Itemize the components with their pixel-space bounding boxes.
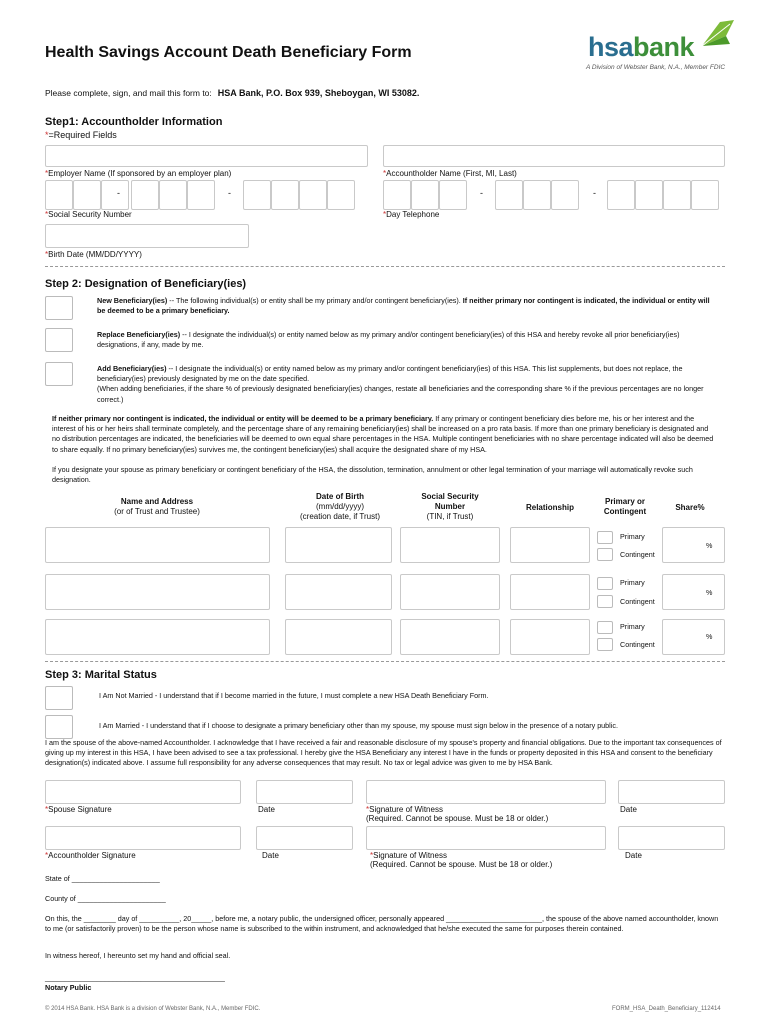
employer-name-input[interactable]: [45, 145, 368, 167]
col-dob-sub2: (creation date, if Trust): [299, 512, 381, 521]
col-pc-title2: Contingent: [603, 507, 647, 516]
share-percent-input[interactable]: [662, 619, 725, 655]
required-note-text: =Required Fields: [48, 130, 117, 140]
required-note: *=Required Fields: [45, 130, 117, 140]
contingent-checkbox[interactable]: [597, 548, 613, 561]
col-relationship: Relationship: [525, 503, 574, 512]
primary-label: Primary: [620, 622, 645, 631]
col-ssn: [395, 492, 505, 522]
primary-checkbox[interactable]: [597, 621, 613, 634]
col-name-address-title: Name and Address: [120, 497, 194, 506]
ssn-digit-1[interactable]: [45, 180, 73, 210]
new-beneficiary-checkbox[interactable]: [45, 296, 73, 320]
beneficiary-name-input[interactable]: [45, 527, 270, 563]
percent-sign: %: [706, 588, 713, 597]
ssn-digit-8[interactable]: [271, 180, 299, 210]
county-of-line: County of ______________________: [45, 894, 166, 903]
beneficiary-rules-bold: If neither primary nor contingent is indicated, the individual or entity will be deemed to be a primary beneficiary.: [52, 414, 434, 423]
phone-digit-4[interactable]: [495, 180, 523, 210]
accountholder-date-input[interactable]: [256, 826, 353, 850]
phone-digit-7[interactable]: [607, 180, 635, 210]
beneficiary-name-input[interactable]: [45, 574, 270, 610]
new-beneficiary-text: [97, 296, 717, 316]
form-title: Health Savings Account Death Beneficiary Form: [45, 44, 412, 61]
col-name-address-sub: (or of Trust and Trustee): [114, 507, 200, 516]
step3-title: Step 3: Marital Status: [45, 669, 157, 681]
witness-signature-input[interactable]: [366, 780, 606, 804]
col-primary-contingent: [590, 497, 660, 517]
phone-label-text: Day Telephone: [386, 210, 440, 219]
beneficiary-ssn-input[interactable]: [400, 527, 500, 563]
notary-public-label: Notary Public: [45, 983, 92, 992]
mail-instructions: [45, 88, 419, 98]
ssn-digit-5[interactable]: [159, 180, 187, 210]
percent-sign: %: [706, 632, 713, 641]
beneficiary-dob-input[interactable]: [285, 619, 392, 655]
ssn-digit-7[interactable]: [243, 180, 271, 210]
spouse-signature-input[interactable]: [45, 780, 241, 804]
new-beneficiary-head: New Beneficiary(ies): [97, 296, 168, 305]
ssn-digit-10[interactable]: [327, 180, 355, 210]
col-name-address: [92, 497, 222, 517]
accountholder-signature-label: *Accountholder Signature: [45, 851, 136, 860]
phone-digit-5[interactable]: [523, 180, 551, 210]
primary-label: Primary: [620, 578, 645, 587]
logo-word-hsa: hsa: [588, 32, 634, 62]
phone-digit-1[interactable]: [383, 180, 411, 210]
not-married-text: I Am Not Married - I understand that if I become married in the future, I must complete a new HSA Death Beneficiary Form.: [99, 691, 489, 700]
percent-sign: %: [706, 541, 713, 550]
contingent-label: Contingent: [620, 597, 655, 606]
step1-title: Step1: Accountholder Information: [45, 116, 223, 128]
accountholder-name-label-text: Accountholder Name (First, MI, Last): [386, 169, 517, 178]
spouse-signature-label-text: Spouse Signature: [48, 805, 112, 814]
replace-beneficiary-body: -- I designate the individual(s) or entity named below as my primary and/or contingent beneficiary(ies) of this HSA and hereby revoke all prior beneficiary(ies) designations, if any, made by me.: [97, 330, 680, 350]
witness2-date-input[interactable]: [618, 826, 725, 850]
hsa-bank-logo: [586, 18, 736, 78]
notary-signature-line: _____________________________________________: [45, 973, 225, 982]
mail-text: Please complete, sign, and mail this form to:: [45, 88, 212, 98]
col-dob: [280, 492, 400, 522]
col-pc-title: Primary or: [604, 497, 646, 506]
accountholder-signature-input[interactable]: [45, 826, 241, 850]
beneficiary-dob-input[interactable]: [285, 527, 392, 563]
spouse-signature-label: *Spouse Signature: [45, 805, 112, 814]
witness-signature-label-text: Signature of Witness: [369, 805, 443, 814]
footer-form-id: FORM_HSA_Death_Beneficiary_112414: [612, 1006, 721, 1012]
accountholder-date-label: Date: [262, 851, 279, 860]
primary-label: Primary: [620, 532, 645, 541]
share-percent-input[interactable]: [662, 527, 725, 563]
ssn-hyphen-1: -: [117, 188, 120, 198]
beneficiary-ssn-input[interactable]: [400, 574, 500, 610]
logo-tagline: A Division of Webster Bank, N.A., Member FDIC: [586, 64, 726, 71]
step2-title: Step 2: Designation of Beneficiary(ies): [45, 278, 247, 290]
ssn-digit-9[interactable]: [299, 180, 327, 210]
phone-hyphen-2: -: [593, 188, 596, 198]
accountholder-signature-label-text: Accountholder Signature: [48, 851, 136, 860]
beneficiary-relationship-input[interactable]: [510, 574, 590, 610]
phone-digit-3[interactable]: [439, 180, 467, 210]
share-percent-input[interactable]: [662, 574, 725, 610]
ssn-digit-6[interactable]: [187, 180, 215, 210]
witness2-note: (Required. Cannot be spouse. Must be 18 or older.): [370, 860, 553, 869]
col-dob-sub1: (mm/dd/yyyy): [316, 502, 364, 511]
witness2-signature-label-text: Signature of Witness: [373, 851, 447, 860]
col-share: Share%: [675, 503, 705, 512]
section-divider: [45, 661, 725, 662]
footer-copyright: © 2014 HSA Bank. HSA Bank is a division of Webster Bank, N.A., Member FDIC.: [45, 1006, 261, 1012]
col-ssn-title2: Number: [434, 502, 466, 511]
primary-checkbox[interactable]: [597, 577, 613, 590]
witness-hand-text: In witness hereof, I hereunto set my hand and official seal.: [45, 951, 231, 960]
col-dob-title: Date of Birth: [316, 492, 364, 501]
employer-name-label-text: Employer Name (If sponsored by an employer plan): [48, 169, 232, 178]
ssn-digit-2[interactable]: [73, 180, 101, 210]
col-ssn-sub: (TIN, if Trust): [426, 512, 474, 521]
state-of-line: State of ______________________: [45, 874, 160, 883]
contingent-label: Contingent: [620, 640, 655, 649]
ssn-label: *Social Security Number: [45, 210, 132, 219]
phone-digit-8[interactable]: [635, 180, 663, 210]
primary-checkbox[interactable]: [597, 531, 613, 544]
witness-signature-label: *Signature of Witness (Required. Cannot be spouse. Must be 18 or older.): [366, 805, 549, 823]
witness-note: (Required. Cannot be spouse. Must be 18 or older.): [366, 814, 549, 823]
ssn-hyphen-2: -: [228, 188, 231, 198]
contingent-checkbox[interactable]: [597, 595, 613, 608]
beneficiary-name-input[interactable]: [45, 619, 270, 655]
phone-label: *Day Telephone: [383, 210, 440, 219]
birth-date-input[interactable]: [45, 224, 249, 248]
beneficiary-rules-body: If any primary or contingent beneficiary dies before me, his or her interest and the interest of his or her heirs shall terminate completely, and the percentage share of any remaining beneficiary(ies) shall be increased on a pro rata basis. If more than one primary beneficiary is designated and no distribution percentages are indicated, the beneficiaries will be deemed to own equal share percentages in the HSA. Multiple contingent beneficiaries with no share percentage indicated will also be deemed to share equally. If no primary beneficiary(ies) survives me, the contingent beneficiary(ies) shall acquire the designated share of my HSA.: [52, 414, 714, 454]
married-text: I Am Married - I understand that if I choose to designate a primary beneficiary other than my spouse, my spouse must sign below in the presence of a notary public.: [99, 721, 618, 730]
col-ssn-title: Social Security: [421, 492, 479, 501]
witness2-signature-input[interactable]: [366, 826, 606, 850]
logo-word-bank: bank: [633, 32, 695, 62]
phone-digit-9[interactable]: [663, 180, 691, 210]
witness-date-label: Date: [620, 805, 637, 814]
contingent-checkbox[interactable]: [597, 638, 613, 651]
spouse-designation-note: If you designate your spouse as primary beneficiary or contingent beneficiary of the HSA, the dissolution, termination, annulment or other legal termination of your marriage will automatically revoke such designation.: [52, 465, 693, 485]
spouse-date-input[interactable]: [256, 780, 353, 804]
not-married-checkbox[interactable]: [45, 686, 73, 710]
phone-digit-6[interactable]: [551, 180, 579, 210]
add-beneficiary-checkbox[interactable]: [45, 362, 73, 386]
replace-beneficiary-text: [97, 330, 717, 350]
replace-beneficiary-head: Replace Beneficiary(ies): [97, 330, 181, 339]
phone-hyphen-1: -: [480, 188, 483, 198]
phone-digit-2[interactable]: [411, 180, 439, 210]
replace-beneficiary-checkbox[interactable]: [45, 328, 73, 352]
employer-name-label: *Employer Name (If sponsored by an employer plan): [45, 169, 232, 178]
witness-date-input[interactable]: [618, 780, 725, 804]
accountholder-name-input[interactable]: [383, 145, 725, 167]
contingent-label: Contingent: [620, 550, 655, 559]
add-beneficiary-text: [97, 364, 717, 405]
beneficiary-ssn-input[interactable]: [400, 619, 500, 655]
ssn-digit-3[interactable]: [101, 180, 129, 210]
new-beneficiary-bold: If neither primary nor contingent is indicated, the individual or entity will be deemed to be a primary beneficiary.: [97, 296, 710, 316]
accountholder-name-label: *Accountholder Name (First, MI, Last): [383, 169, 517, 178]
leaf-icon: [696, 18, 736, 52]
beneficiary-dob-input[interactable]: [285, 574, 392, 610]
birth-date-label-text: Birth Date (MM/DD/YYYY): [48, 250, 142, 259]
witness2-date-label: Date: [625, 851, 642, 860]
notary-statement: On this, the ________ day of __________, 20_____, before me, a notary public, the undersigned officer, personally appeared ________________________, the spouse of the above named accountholder, known to me (or satisfactorily proven) to be the person whose name is subscribed to the within instrument, and acknowledged that he/she executed the same for purposes therein contained.: [45, 914, 719, 934]
ssn-digit-4[interactable]: [131, 180, 159, 210]
beneficiary-rules: [52, 414, 717, 455]
add-beneficiary-body: -- I designate the individual(s) or entity named below as my primary and/or contingent beneficiary(ies) of this HSA. This list supplements, but does not replace, the beneficiary(ies) previously designated by me on the date specified.: [97, 364, 683, 384]
married-checkbox[interactable]: [45, 715, 73, 739]
mail-address: HSA Bank, P.O. Box 939, Sheboygan, WI 53082.: [217, 88, 420, 98]
add-beneficiary-note: (When adding beneficiaries, if the share % of previously designated beneficiary(ies) changes, restate all beneficiaries and the corresponding share % if the previous percentages are no longer correct.): [97, 384, 704, 404]
spouse-date-label: Date: [258, 805, 275, 814]
new-beneficiary-body: -- The following individual(s) or entity shall be my primary and/or contingent beneficiary(ies).: [167, 296, 463, 305]
witness2-signature-label: *Signature of Witness (Required. Cannot be spouse. Must be 18 or older.): [370, 851, 553, 869]
add-beneficiary-head: Add Beneficiary(ies): [97, 364, 167, 373]
section-divider: [45, 266, 725, 267]
beneficiary-relationship-input[interactable]: [510, 527, 590, 563]
birth-date-label: *Birth Date (MM/DD/YYYY): [45, 250, 142, 259]
phone-digit-10[interactable]: [691, 180, 719, 210]
beneficiary-relationship-input[interactable]: [510, 619, 590, 655]
spouse-acknowledgement: I am the spouse of the above-named Accountholder. I acknowledge that I have received a fair and reasonable disclosure of my spouse's property and financial obligations. Due to the important tax consequences of giving up my interest in this HSA, I have been advised to see a tax professional. I hereby give the HSA Beneficiary any interest I have in the funds or property deposited in this HSA and consent to the beneficiary designation(s) indicated above. I assume full responsibility for any adverse consequences that may result. No tax or legal advice was given to me by HSA Bank.: [45, 738, 722, 768]
ssn-label-text: Social Security Number: [48, 210, 132, 219]
